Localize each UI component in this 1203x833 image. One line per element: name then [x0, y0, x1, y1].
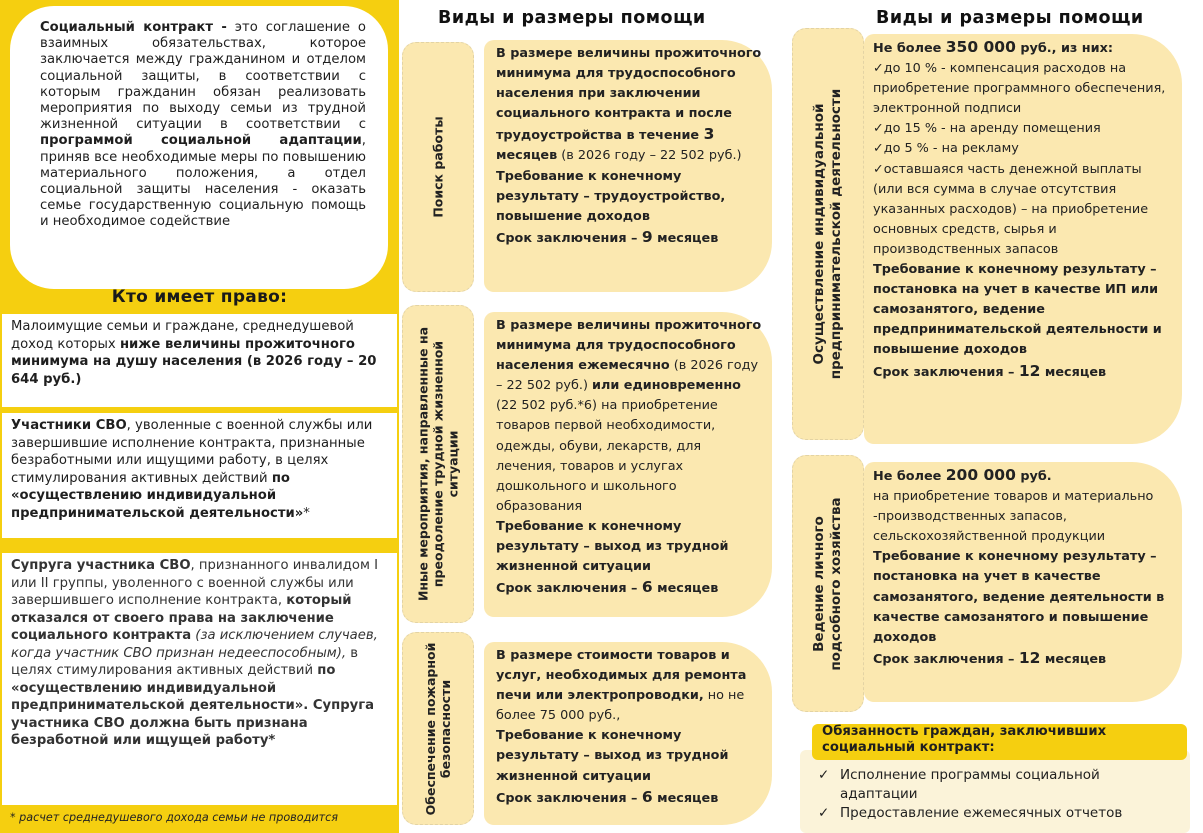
- card-text-bold: В размере величины прожиточного минимума для трудоспособного населения при заключении социального контракта и после трудоустройства в течение: [496, 46, 762, 144]
- tab-other-measures: [402, 305, 474, 623]
- result-requirement: Требование к конечному результату – трудоустройство, повышение доходов: [496, 168, 726, 224]
- card-text: (в 2026 году – 22 502 руб.): [496, 358, 759, 394]
- expense-item: ✓до 10 % - компенсация расходов на приобретение программного обеспечения, электронной подписи: [873, 61, 1166, 117]
- eligibility-low-income: [2, 314, 397, 407]
- tab-label: Обеспечение пожарной безопасности: [423, 642, 453, 815]
- tab-fire-safety: [402, 632, 474, 825]
- definition-text: это соглашение о взаимных обязательствах, которое заключается между гражданином и отделом социальной защиты, в соответствии с которым гражданин обязан реализовать мероприятия по выходу семьи из трудной жизненной ситуации в соответствии с: [40, 20, 366, 133]
- result-requirement: Требование к конечному результату – выход из трудной жизненной ситуации: [496, 728, 729, 784]
- eligibility-svo-spouse: [2, 553, 397, 805]
- term-label: Срок заключения –: [496, 790, 642, 806]
- term-label: месяцев: [1040, 651, 1107, 667]
- term-label: Срок заключения –: [496, 581, 642, 597]
- eligibility-bold: по «осуществлению индивидуальной предпринимательской деятельности»: [11, 470, 304, 521]
- expense-item: ✓до 5 % - на рекламу: [873, 141, 1019, 157]
- result-requirement: Требование к конечному результату – постановка на учет в качестве ИП или самозанятого, ведение предпринимательской деятельности и повышение доходов: [873, 262, 1162, 358]
- term-label: месяцев: [652, 790, 719, 806]
- footnote: * расчет среднедушевого дохода семьи не проводится: [10, 811, 339, 824]
- eligibility-text: , признанного инвалидом I или II группы, уволенного с военной службы или завершившего исполнение контракта,: [11, 558, 378, 608]
- eligibility-title: Кто имеет право:: [111, 287, 288, 307]
- term-number: 6: [641, 578, 653, 597]
- eligibility-bold: ниже величины прожиточного минимума на душу населения (в 2026 году – 20 644 руб.): [11, 336, 377, 387]
- term-label: месяцев: [652, 230, 719, 246]
- card-text-bold: В размере стоимости товаров и услуг, необходимых для ремонта печи или электропроводки,: [496, 648, 747, 704]
- eligibility-svo: [2, 413, 397, 538]
- card-text-bold: В размере величины прожиточного минимума для трудоспособного населения ежемесячно: [496, 318, 762, 374]
- duty-text: Исполнение программы социальной адаптации: [840, 767, 1100, 803]
- eligibility-bold: по «осуществлению индивидуальной предпринимательской деятельности». Супруга участника СВО должна быть признана безработной или ищущей работу*: [11, 663, 375, 748]
- tab-label: Ведение личного подсобного хозяйства: [811, 496, 844, 671]
- program-link-text: программой социальной адаптации: [40, 133, 362, 149]
- term-label: Срок заключения –: [496, 230, 642, 246]
- eligibility-text: , уволенные с военной службы или завершившие исполнение контракта, признанные безработными или ищущими работу, в целях стимулирования активных действий: [11, 418, 373, 486]
- eligibility-bold: Участники СВО: [11, 418, 127, 433]
- card-entrepreneurship: [864, 34, 1182, 444]
- term: Социальный контракт -: [40, 20, 227, 35]
- term-label: месяцев: [1040, 364, 1107, 380]
- card-text: на приобретение товаров и материально -производственных запасов, сельскохозяйственной продукции: [873, 489, 1154, 545]
- list-item: [818, 766, 1178, 804]
- tab-label: Осуществление индивидуальной предпринимательской деятельности: [811, 88, 844, 380]
- duty-text: Предоставление ежемесячных отчетов: [840, 805, 1123, 822]
- eligibility-text: Малоимущие семьи и граждане, среднедушевой доход которых: [11, 319, 354, 352]
- card-text: (22 502 руб.*6) на приобретение товаров первой необходимости, одежды, обуви, лекарств, для лечения, товаров и услугах дошкольного и школьного образования: [496, 398, 718, 514]
- tab-job-search: [402, 42, 474, 292]
- card-text-bold: месяцев: [496, 148, 558, 164]
- card-job-search: [484, 40, 772, 292]
- card-text: (в 2026 году – 22 502 руб.): [557, 148, 742, 164]
- definition-text-cont: , приняв все необходимые меры по повышению материального положения, а отдел социальной защиты населения - оказать семье государственную социальную помощь и необходимое содействие: [40, 133, 366, 230]
- result-requirement: Требование к конечному результату – постановка на учет в качестве самозанятого, ведение деятельности в качестве самозанятого и повышение доходов: [873, 549, 1165, 645]
- eligibility-italic: (за исключением случаев, когда участник СВО признан недееспособным),: [11, 628, 378, 661]
- check-icon: ✓: [818, 805, 830, 822]
- term-number: 6: [641, 787, 653, 806]
- term-label: Срок заключения –: [873, 364, 1019, 380]
- result-requirement: Требование к конечному результату – выход из трудной жизненной ситуации: [496, 518, 729, 575]
- check-icon: ✓: [818, 767, 830, 783]
- asterisk: *: [303, 505, 310, 521]
- list-item: [818, 804, 1178, 823]
- eligibility-bold: который отказался от своего права на заключение социального контракта: [11, 593, 352, 643]
- limit-label: Не более: [873, 469, 946, 484]
- social-contract-definition: [10, 6, 388, 289]
- expense-item: ✓до 15 % - на аренду помещения: [873, 121, 1101, 137]
- duties-title: Обязанность граждан, заключивших социальный контракт:: [812, 724, 1187, 760]
- limit-label: руб., из них:: [1015, 41, 1113, 56]
- tab-label: Иные мероприятия, направленные на преодоление трудной жизненной ситуации: [415, 326, 461, 602]
- tab-household-farming: [792, 455, 864, 712]
- term-number: 12: [1018, 648, 1041, 667]
- term-number: 9: [641, 227, 653, 246]
- middle-title: Виды и размеры помощи: [438, 8, 706, 28]
- limit-amount: 350 000: [945, 38, 1016, 56]
- tab-entrepreneurship: [792, 28, 864, 440]
- months-number: 3: [703, 125, 715, 144]
- limit-label: руб.: [1015, 469, 1052, 484]
- card-text-bold: или единовременно: [592, 378, 741, 394]
- expense-item: ✓оставшаяся часть денежной выплаты (или вся сумма в случае отсутствия указанных расходов) – на приобретение основных средств, сырья и производственных запасов: [873, 161, 1149, 257]
- term-label: Срок заключения –: [873, 651, 1019, 667]
- limit-label: Не более: [873, 41, 946, 56]
- card-other-measures: [484, 312, 772, 617]
- eligibility-text: в целях стимулирования активных действий: [11, 645, 358, 678]
- duties-list: [818, 766, 1178, 824]
- term-label: месяцев: [652, 581, 719, 597]
- limit-amount: 200 000: [945, 466, 1016, 484]
- card-text: но не более 75 000 руб.,: [496, 688, 745, 724]
- right-title: Виды и размеры помощи: [876, 8, 1144, 28]
- tab-label: Поиск работы: [430, 116, 446, 218]
- card-fire-safety: [484, 642, 772, 825]
- card-household-farming: [864, 462, 1182, 702]
- eligibility-bold: Супруга участника СВО: [11, 558, 191, 573]
- term-number: 12: [1018, 361, 1041, 380]
